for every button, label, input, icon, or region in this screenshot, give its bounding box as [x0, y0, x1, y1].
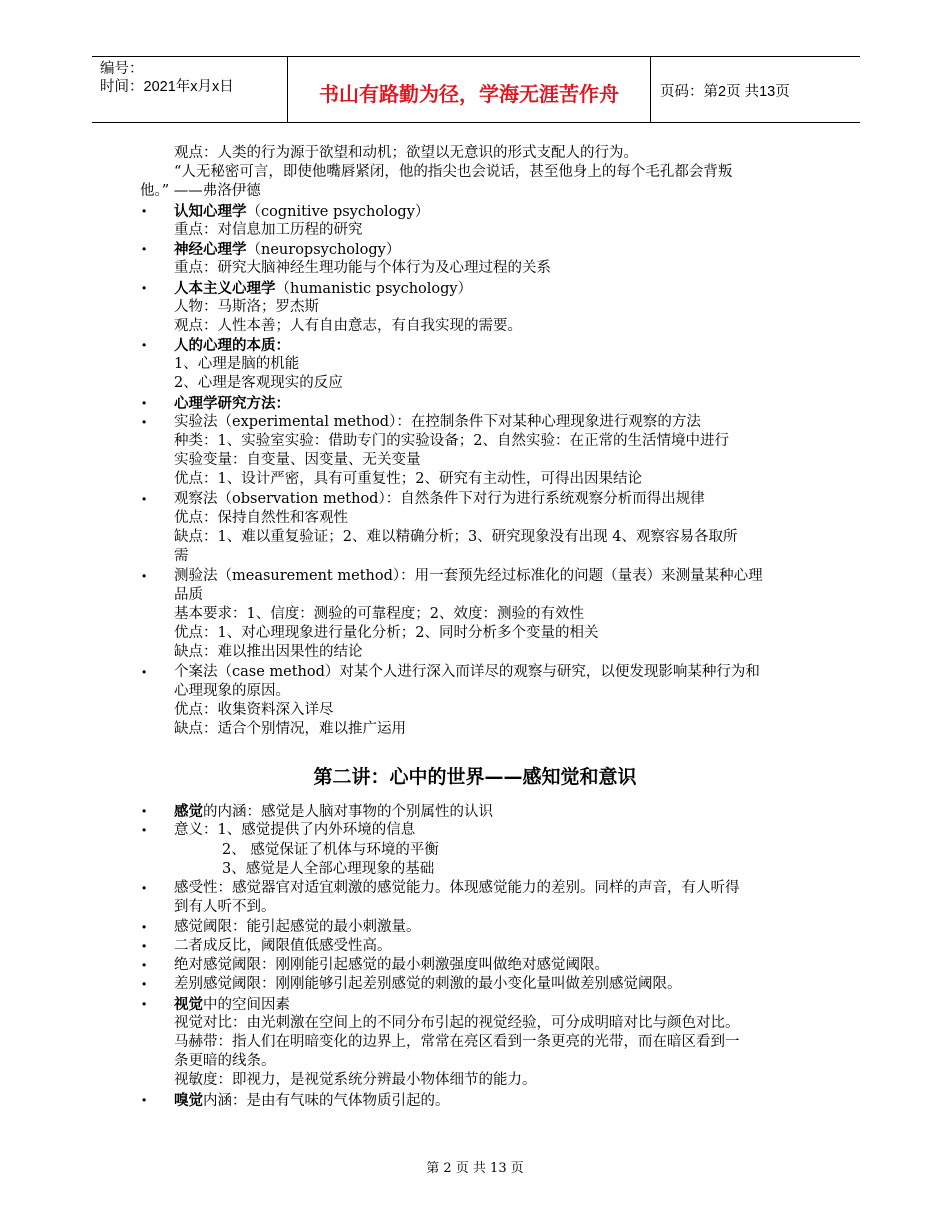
bullet: •	[142, 338, 147, 352]
text-line: 缺点：1、难以重复验证；2、难以精确分析；3、研究现象没有出现 4、观察容易各取所	[174, 529, 738, 545]
text-line: 重点：研究大脑神经生理功能与个体行为及心理过程的关系	[174, 260, 551, 276]
text-line: 优点：1、对心理现象进行量化分析；2、同时分析多个变量的相关	[174, 625, 599, 641]
term-english: （cognitive psychology）	[246, 204, 430, 220]
number-label: 编号：	[100, 61, 144, 77]
list-item	[174, 279, 816, 299]
text-line: 基本要求：1、信度：测验的可靠程度；2、效度：测验的有效性	[174, 606, 584, 622]
section-title: 第二讲：心中的世界——感知觉和意识	[313, 766, 637, 788]
list-item	[174, 240, 816, 260]
bullet: •	[142, 569, 147, 583]
list-item: 感受性：感觉器官对适宜刺激的感觉能力。体现感觉能力的差别。同样的声音，有人听得	[174, 880, 740, 896]
text-line: 人物：马斯洛；罗杰斯	[174, 299, 319, 315]
text-line: 种类：1、实验室实验：借助专门的实验设备；2、自然实验：在正常的生活情境中进行	[174, 433, 729, 449]
time-label: 时间：2021年x月x日	[100, 79, 234, 95]
header-top-rule	[92, 56, 860, 57]
text-span: 的内涵：感觉是人脑对事物的个别属性的认识	[203, 804, 493, 820]
text-line: 3、感觉是人全部心理现象的基础	[222, 861, 435, 877]
header-divider-left	[287, 57, 288, 122]
text-line: 马赫带：指人们在明暗变化的边界上，常常在亮区看到一条更亮的光带，而在暗区看到一	[174, 1034, 740, 1050]
text-line: 视敏度：即视力，是视觉系统分辨最小物体细节的能力。	[174, 1072, 537, 1088]
term-english: （humanistic psychology）	[275, 281, 473, 297]
motto: 书山有路勤为径，学海无涯苦作舟	[319, 82, 619, 106]
text-line: 缺点：适合个别情况，难以推广运用	[174, 721, 406, 737]
bullet: •	[142, 242, 147, 256]
bullet: •	[142, 204, 147, 218]
text-line: 到有人听不到。	[174, 899, 276, 915]
term-bold: 感觉	[174, 803, 203, 820]
list-item	[174, 1091, 816, 1111]
list-item: 意义：1、感觉提供了内外环境的信息	[174, 822, 416, 838]
text-line: 2、心理是客观现实的反应	[174, 375, 343, 391]
list-item: 二者成反比，阈限值低感受性高。	[174, 938, 392, 954]
list-item: 实验法（experimental method）：在控制条件下对某种心理现象进行观察的方法	[174, 414, 701, 430]
bullet: •	[142, 665, 147, 679]
text-line: 优点：收集资料深入详尽	[174, 702, 334, 718]
text-line: 条更暗的线条。	[174, 1053, 276, 1069]
term-bold: 神经心理学	[174, 241, 247, 258]
text-span: 中的空间因素	[203, 997, 290, 1013]
list-item	[174, 802, 816, 822]
bullet: •	[142, 804, 147, 818]
list-item: 感觉阈限：能引起感觉的最小刺激量。	[174, 919, 421, 935]
bullet: •	[142, 881, 147, 895]
text-line: 重点：对信息加工历程的研究	[174, 222, 363, 238]
list-item	[174, 995, 816, 1015]
header-bottom-rule	[92, 122, 860, 123]
list-item: 观察法（observation method）：自然条件下对行为进行系统观察分析而得出规律	[174, 491, 705, 507]
bullet: •	[142, 823, 147, 837]
list-item: 绝对感觉阈限：刚刚能引起感觉的最小刺激强度叫做绝对感觉阈限。	[174, 957, 609, 973]
text-span: 内涵：是由有气味的气体物质引起的。	[203, 1093, 450, 1109]
bullet: •	[142, 281, 147, 295]
text-line: 观点：人性本善；人有自由意志，有自我实现的需要。	[174, 318, 522, 334]
list-item: 个案法（case method）对某个人进行深入而详尽的观察与研究，以便发现影响某种行为和	[174, 664, 760, 680]
bullet: •	[142, 958, 147, 972]
bullet: •	[142, 415, 147, 429]
term-bold: 视觉	[174, 996, 203, 1013]
list-item: 差别感觉阈限：刚刚能够引起差别感觉的刺激的最小变化量叫做差别感觉阈限。	[174, 976, 682, 992]
list-item: 人的心理的本质：	[174, 337, 290, 354]
bullet: •	[142, 1093, 147, 1107]
text-line: 2、 感觉保证了机体与环境的平衡	[222, 842, 439, 858]
page-code: 页码：第2页 共13页	[660, 84, 790, 100]
text-line: 优点：保持自然性和客观性	[174, 510, 348, 526]
term-bold: 人本主义心理学	[174, 280, 276, 297]
text-line: 优点：1、设计严密，具有可重复性；2、研究有主动性，可得出因果结论	[174, 471, 642, 487]
term-bold: 嗅觉	[174, 1092, 203, 1109]
term-bold: 认知心理学	[174, 203, 247, 220]
list-item: 测验法（measurement method）：用一套预先经过标准化的问题（量表）来测量某种心理	[174, 568, 763, 584]
text-line: 实验变量：自变量、因变量、无关变量	[174, 452, 421, 468]
text-line: 他。” ——弗洛伊德	[140, 183, 261, 199]
header-divider-right	[650, 57, 651, 122]
bullet: •	[142, 492, 147, 506]
text-line: 心理现象的原因。	[174, 683, 290, 699]
text-line: 观点：人类的行为源于欲望和动机；欲望以无意识的形式支配人的行为。	[174, 145, 638, 161]
text-line: 品质	[174, 587, 203, 603]
bullet: •	[142, 997, 147, 1011]
text-line: 缺点：难以推出因果性的结论	[174, 644, 363, 660]
bullet: •	[142, 396, 147, 410]
list-item: 心理学研究方法：	[174, 395, 290, 412]
text-line: 需	[174, 548, 189, 564]
page-footer: 第 2 页 共 13 页	[426, 1161, 524, 1176]
bullet: •	[142, 939, 147, 953]
text-line: 1、心理是脑的机能	[174, 356, 300, 372]
term-english: （neuropsychology）	[246, 242, 401, 258]
bullet: •	[142, 920, 147, 934]
list-item	[174, 202, 816, 222]
bullet: •	[142, 977, 147, 991]
text-line: 视觉对比：由光刺激在空间上的不同分布引起的视觉经验，可分成明暗对比与颜色对比。	[174, 1015, 740, 1031]
text-line: “人无秘密可言，即使他嘴唇紧闭，他的指尖也会说话，甚至他身上的每个毛孔都会背叛	[174, 164, 733, 180]
